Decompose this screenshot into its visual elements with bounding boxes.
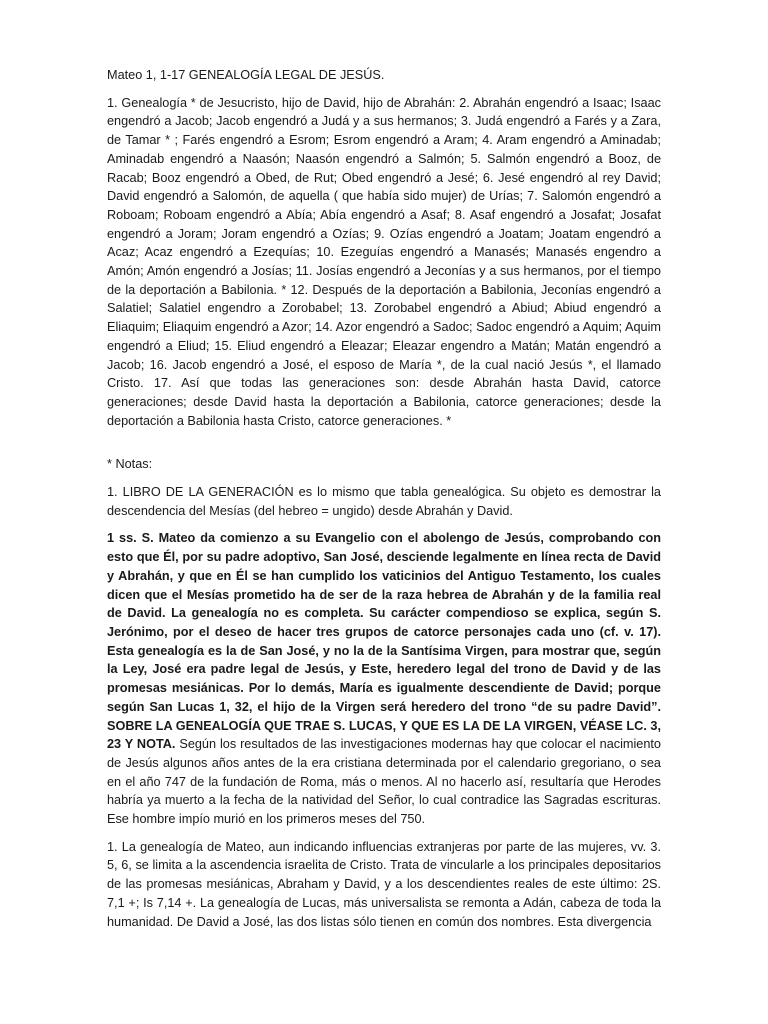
note-commentary-bold: 1 ss. S. Mateo da comienzo a su Evangelio con el abolengo de Jesús, comprobando con esto que Él, por su padre adoptivo, San José, desciende legalmente en línea recta de David y Abrahán, y que en Él se han cumplido los vaticinios del Antiguo Testamento, los cuales dicen que el Mesías prometido ha de ser de la raza hebrea de Abrahán y de la familia real de David. La genealogía no es completa. Su carácter compendioso se explica, según S. Jerónimo, por el deseo de hacer tres grupos de catorce personajes cada uno (cf. v. 17). Esta genealogía es la de San José, y no la de la Santísima Virgen, para mostrar que, según la Ley, José era padre legal de Jesús, y Este, heredero legal del trono de David y de las promesas mesiánicas. Por lo demás, María es igualmente descendiente de David; porque según San Lucas 1, 32, el hijo de la Virgen será heredero del trono “de su padre David”. SOBRE LA GENEALOGÍA QUE TRAE S. LUCAS, Y QUE ES LA DE LA VIRGEN, VÉASE LC. 3, 23 Y NOTA. bbox=[107, 531, 661, 752]
document-page bbox=[107, 66, 661, 931]
note-libro-generacion: 1. LIBRO DE LA GENERACIÓN es lo mismo que tabla genealógica. Su objeto es demostrar la descendencia del Mesías (del hebreo = ungido) desde Abrahán y David. bbox=[107, 485, 661, 518]
note-commentary bbox=[107, 529, 661, 828]
document-title: Mateo 1, 1-17 GENEALOGÍA LEGAL DE JESÚS. bbox=[107, 68, 385, 82]
spacer bbox=[107, 474, 661, 483]
spacer bbox=[107, 520, 661, 529]
spacer bbox=[107, 85, 661, 94]
note-comparison: 1. La genealogía de Mateo, aun indicando influencias extranjeras por parte de las mujeres, vv. 3. 5, 6, se limita a la ascendencia israelita de Cristo. Trata de vincularle a los principales depositarios de las promesas mesiánicas, Abraham y David, y a los descendientes reales de este último: 2S. 7,1 +; Is 7,14 +. La genealogía de Lucas, más universalista se remonta a Adán, cabeza de toda la humanidad. De David a José, las dos listas sólo tienen en común dos nombres. Esta divergencia bbox=[107, 839, 661, 929]
notes-heading: * Notas: bbox=[107, 457, 153, 472]
genealogy-passage: 1. Genealogía * de Jesucristo, hijo de David, hijo de Abrahán: 2. Abrahán engendró a Isaac; Isaac engendró a Jacob; Jacob engendró a Judá y a sus hermanos; 3. Judá engendró a Farés y a Zara, de Tamar * ; Farés engendró a Esrom; Esrom engendró a Aram; 4. Aram engendró a Aminadab; Aminadab engendró a Naasón; Naasón engendró a Salmón; 5. Salmón engendró a Booz, de Racab; Booz engendró a Obed, de Rut; Obed engendró a Jesé; 6. Jesé engendró al rey David; David engendró a Salomón, de aquella ( que había sido mujer) de Urías; 7. Salomón engendró a Roboam; Roboam engendró a Abía; Abía engendró a Asaf; 8. Asaf engendró a Josafat; Josafat engendró a Joram; Joram engendró a Ozías; 9. Ozías engendró a Joatam; Joatam engendró a Acaz; Acaz engendró a Ezequías; 10. Ezeguías engendró a Manasés; Manasés engendro a Amón; Amón engendró a Josías; 11. Josías engendró a Jeconías y a sus hermanos, por el tiempo de la deportación a Babilonia. * 12. Después de la deportación a Babilonia, Jeconías engendró a Salatiel; Salatiel engendro a Zorobabel; 13. Zorobabel engendró a Abiud; Abiud engendró a Eliaquim; Eliaquim engendró a Azor; 14. Azor engendró a Sadoc; Sadoc engendró a Aquim; Aquim engendró a Eliud; 15. Eliud engendró a Eleazar; Eleazar engendro a Matán; Matán engendró a Jacob; 16. Jacob engendró a José, el esposo de María *, de la cual nació Jesús *, el llamado Cristo. 17. Así que todas las generaciones son: desde Abrahán hasta David, catorce generaciones; desde David hasta la deportación a Babilonia, catorce generaciones; desde la deportación a Babilonia hasta Cristo, catorce generaciones. * bbox=[107, 95, 661, 428]
spacer bbox=[107, 430, 661, 455]
note-commentary-normal: Según los resultados de las investigaciones modernas hay que colocar el nacimiento de Jesús algunos años antes de la era cristiana determinada por el calendario gregoriano, o sea en el año 747 de la fundación de Roma, más o menos. Al no hacerlo así, resultaría que Herodes habría ya muerto a la fecha de la natividad del Señor, lo cual contradice las Sagradas escrituras. Ese hombre impío murió en los primeros meses del 750. bbox=[107, 737, 661, 827]
spacer bbox=[107, 829, 661, 838]
